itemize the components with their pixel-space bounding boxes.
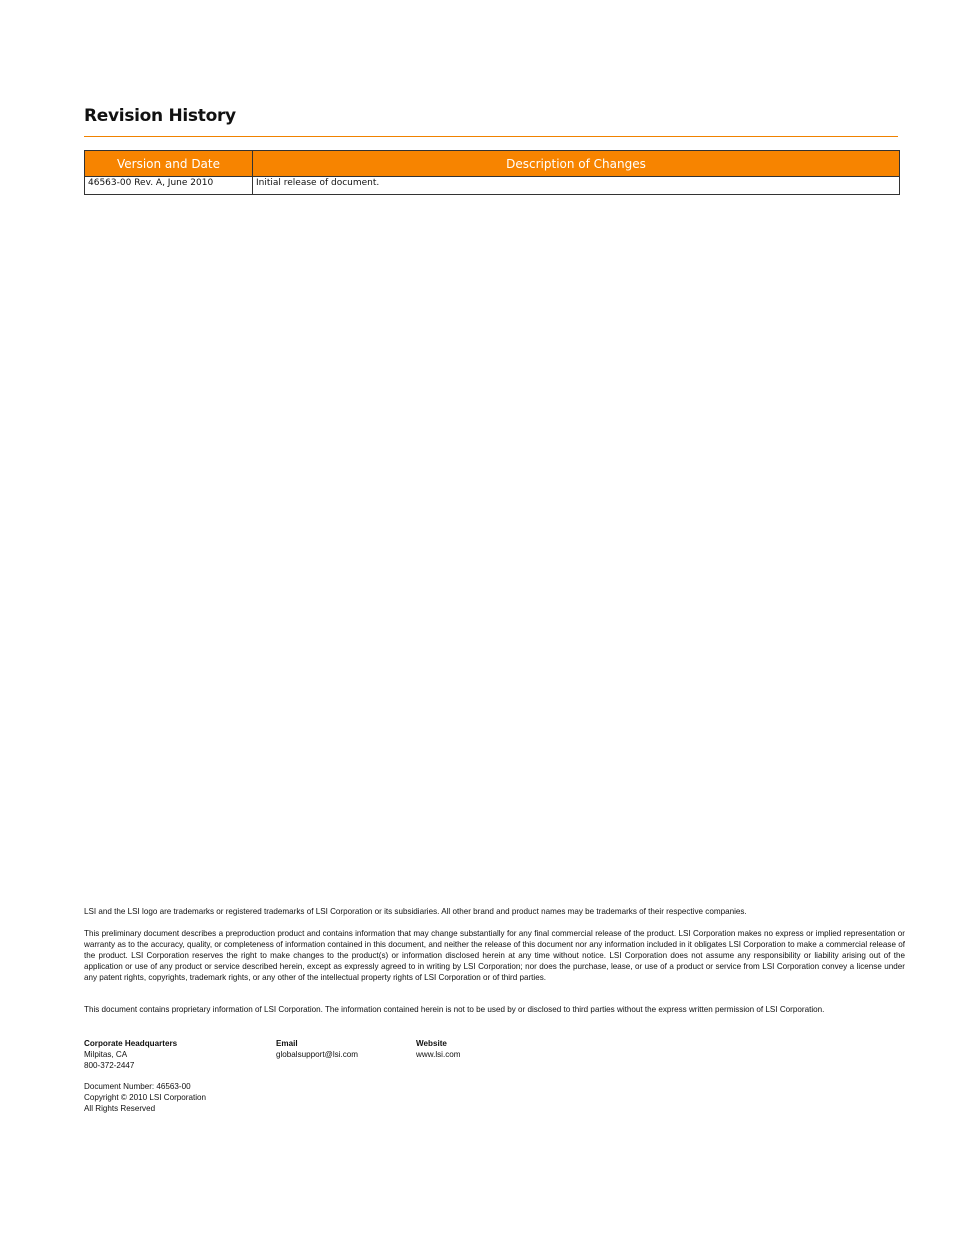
table-header-row (85, 151, 900, 177)
title-divider (84, 136, 898, 137)
website-link[interactable]: www.lsi.com (416, 1050, 461, 1059)
column-header-description: Description of Changes (253, 151, 900, 177)
document-info (84, 1081, 206, 1114)
contact-headquarters (84, 1038, 177, 1071)
column-header-version-date: Version and Date (85, 151, 253, 177)
hq-phone: 800-372-2447 (84, 1061, 135, 1070)
contact-website (416, 1038, 461, 1060)
page-title: Revision History (84, 106, 236, 126)
table-cell-version: 46563-00 Rev. A, June 2010 (85, 177, 253, 195)
website-heading: Website (416, 1039, 447, 1048)
hq-heading: Corporate Headquarters (84, 1039, 178, 1048)
rights-line: All Rights Reserved (84, 1104, 156, 1113)
document-number: Document Number: 46563-00 (84, 1082, 191, 1091)
proprietary-notice: This document contains proprietary information of LSI Corporation. The information contained herein is not to be used by or disclosed to third parties without the express written permission of LSI Corporation. (84, 1005, 825, 1014)
copyright-line: Copyright © 2010 LSI Corporation (84, 1093, 207, 1102)
revision-history-table (84, 150, 900, 195)
email-address[interactable]: globalsupport@lsi.com (276, 1050, 358, 1059)
trademark-notice: LSI and the LSI logo are trademarks or registered trademarks of LSI Corporation or its subsidiaries. All other brand and product names may be trademarks of their respective companies. (84, 907, 747, 916)
contact-email (276, 1038, 358, 1060)
table-cell-description: Initial release of document. (253, 177, 900, 195)
disclaimer-notice: This preliminary document describes a preproduction product and contains information that may change substantially for any final commercial release of the product. LSI Corporation makes no express or implied representation or warranty as to the accuracy, quality, or completeness of information contained in this document, and neither the release of this document nor any information included in it obligates LSI Corporation to make a commercial release of the product. LSI Corporation reserves the right to make changes to the product(s) or information disclosed herein at any time without notice. LSI Corporation does not assume any responsibility or liability arising out of the application or use of any product or service described herein, except as expressly agreed to in writing by LSI Corporation; nor does the purchase, lease, or use of a product or service from LSI Corporation convey a license under any patent rights, copyrights, trademark rights, or any other of the intellectual property rights of LSI Corporation or of third parties. (84, 929, 905, 982)
email-heading: Email (276, 1039, 298, 1048)
table-row (85, 177, 900, 195)
hq-city: Milpitas, CA (84, 1050, 128, 1059)
